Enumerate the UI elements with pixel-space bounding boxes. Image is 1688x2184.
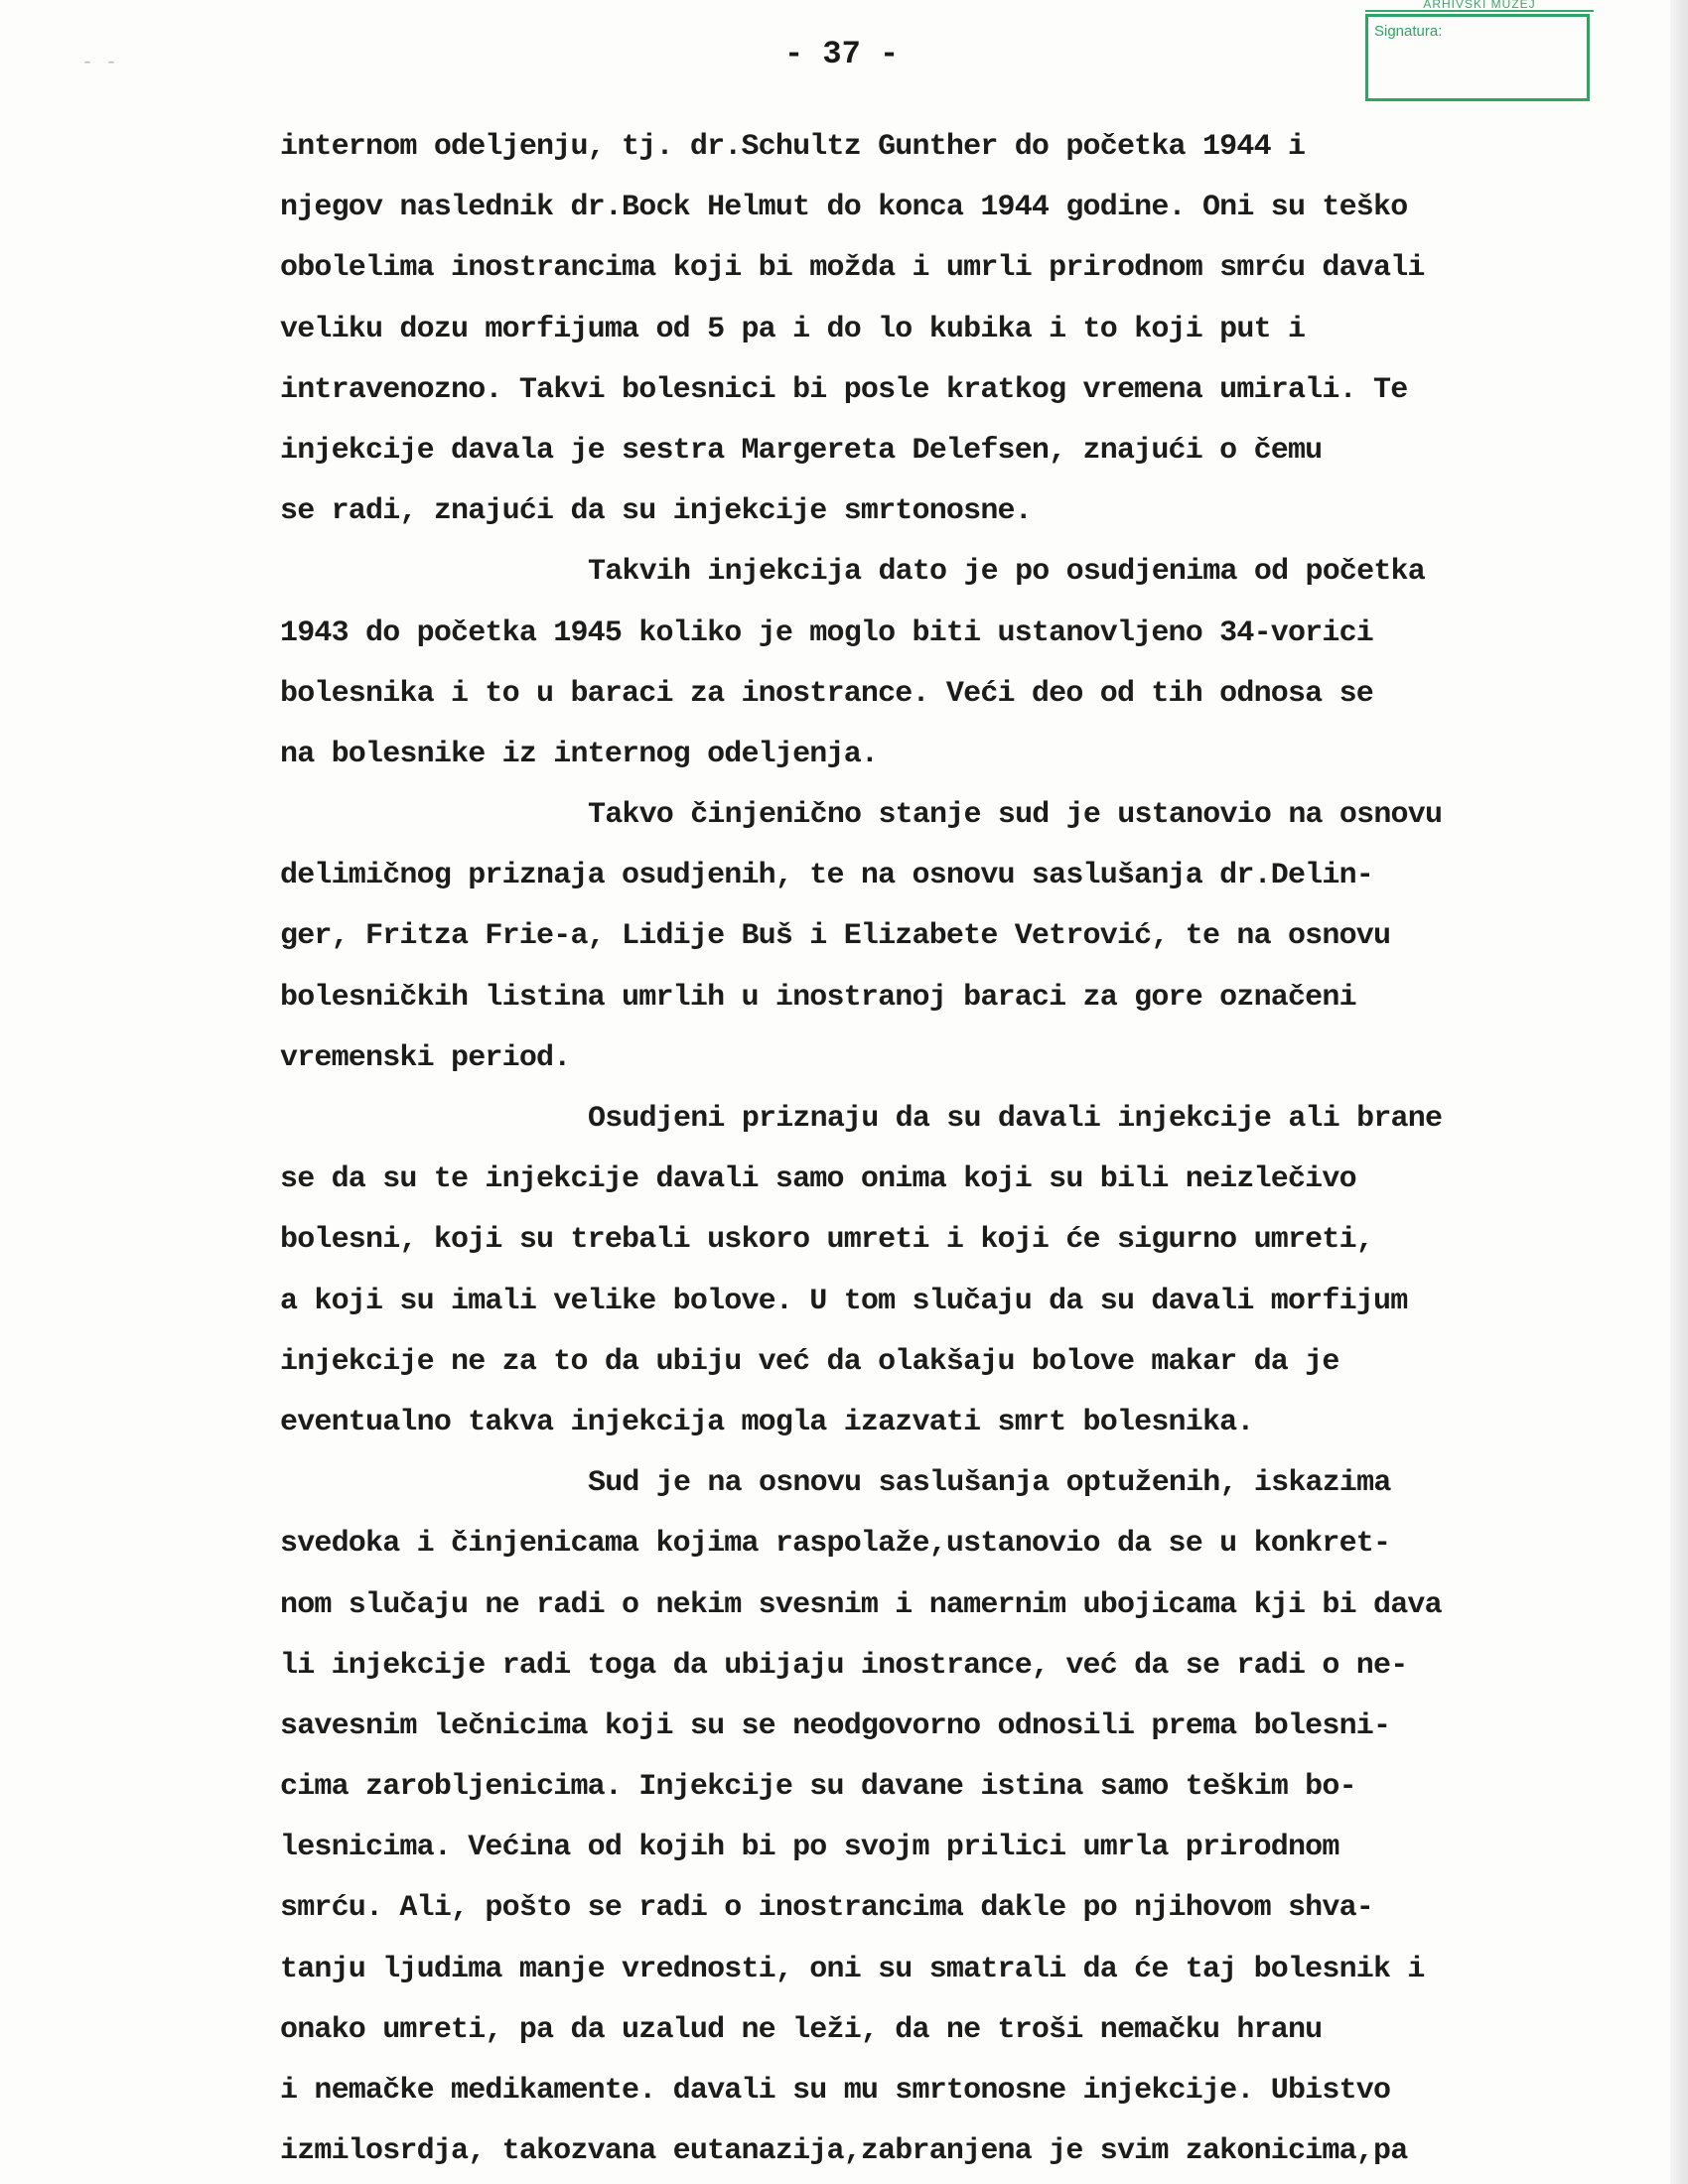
text-line: njegov naslednik dr.Bock Helmut do konca 1944 godine. Oni su teško: [280, 191, 1408, 225]
text-line: i nemačke medikamente. davali su mu smrtonosne injekcije. Ubistvo: [280, 2074, 1391, 2108]
text-line: bolesnika i to u baraci za inostrance. Veći deo od tih odnosa se: [280, 676, 1373, 711]
text-line: eventualno takva injekcija mogla izazvati smrt bolesnika.: [280, 1405, 1254, 1439]
paragraph-start-line: Takvo činjenično stanje sud je ustanovio na osnovu: [588, 798, 1443, 833]
text-line: ger, Fritza Frie-a, Lidije Buš i Elizabete Vetrović, te na osnovu: [280, 919, 1391, 954]
page-number: - 37 -: [784, 36, 900, 72]
archive-stamp-header: ARHIVSKI MUZEJ: [1365, 0, 1594, 12]
text-line: a koji su imali velike bolove. U tom slučaju da su davali morfijum: [280, 1284, 1408, 1318]
text-line: veliku dozu morfijuma od 5 pa i do lo kubika i to koji put i: [280, 312, 1306, 346]
text-line: obolelima inostrancima koji bi možda i umrli prirodnom smrću davali: [280, 251, 1425, 286]
archive-signature-stamp: [1365, 14, 1590, 101]
page-edge-shadow: [1670, 0, 1688, 2184]
text-line: na bolesnike iz internog odeljenja.: [280, 737, 879, 771]
text-line: svedoka i činjenicama kojima raspolaže,ustanovio da se u konkret-: [280, 1527, 1391, 1562]
text-line: bolesni, koji su trebali uskoro umreti i koji će sigurno umreti,: [280, 1223, 1373, 1258]
text-line: se radi, znajući da su injekcije smrtonosne.: [280, 494, 1032, 529]
text-line: izmilosrdja, takozvana eutanazija,zabranjena je svim zakonicima,pa: [280, 2134, 1408, 2169]
text-line: li injekcije radi toga da ubijaju inostrance, već da se radi o ne-: [280, 1648, 1408, 1683]
text-line: intravenozno. Takvi bolesnici bi posle kratkog vremena umirali. Te: [280, 372, 1408, 407]
paragraph-start-line: Osudjeni priznaju da su davali injekcije ali brane: [588, 1102, 1443, 1136]
text-line: delimičnog priznaja osudjenih, te na osnovu saslušanja dr.Delin-: [280, 859, 1373, 893]
text-line: 1943 do početka 1945 koliko je moglo biti ustanovljeno 34-vorici: [280, 615, 1373, 650]
paragraph-start-line: Sud je na osnovu saslušanja optuženih, iskazima: [588, 1466, 1391, 1501]
text-line: internom odeljenju, tj. dr.Schultz Gunther do početka 1944 i: [280, 130, 1306, 164]
text-line: smrću. Ali, pošto se radi o inostrancima dakle po njihovom shva-: [280, 1891, 1373, 1926]
text-line: cima zarobljenicima. Injekcije su davane istina samo teškim bo-: [280, 1770, 1356, 1805]
text-line: vremenski period.: [280, 1040, 571, 1075]
document-body: [280, 117, 1655, 2182]
text-line: lesnicima. Većina od kojih bi po svojm prilici umrla prirodnom: [280, 1831, 1339, 1865]
text-line: nom slučaju ne radi o nekim svesnim i namernim ubojicama kji bi dava: [280, 1587, 1442, 1622]
text-line: injekcije ne za to da ubiju već da olakšaju bolove makar da je: [280, 1344, 1339, 1379]
paragraph-start-line: Takvih injekcija dato je po osudjenima od početka: [588, 555, 1425, 590]
text-line: bolesničkih listina umrlih u inostranoj baraci za gore označeni: [280, 980, 1356, 1015]
text-line: tanju ljudima manje vrednosti, oni su smatrali da će taj bolesnik i: [280, 1952, 1425, 1986]
text-line: savesnim lečnicima koji su se neodgovorno odnosili prema bolesni-: [280, 1708, 1391, 1743]
margin-mark: - -: [81, 52, 118, 74]
stamp-label: Signatura:: [1374, 23, 1443, 40]
text-line: onako umreti, pa da uzalud ne leži, da ne troši nemačku hranu: [280, 2012, 1323, 2047]
text-line: injekcije davala je sestra Margereta Delefsen, znajući o čemu: [280, 433, 1323, 468]
text-line: se da su te injekcije davali samo onima koji su bili neizlečivo: [280, 1162, 1356, 1197]
